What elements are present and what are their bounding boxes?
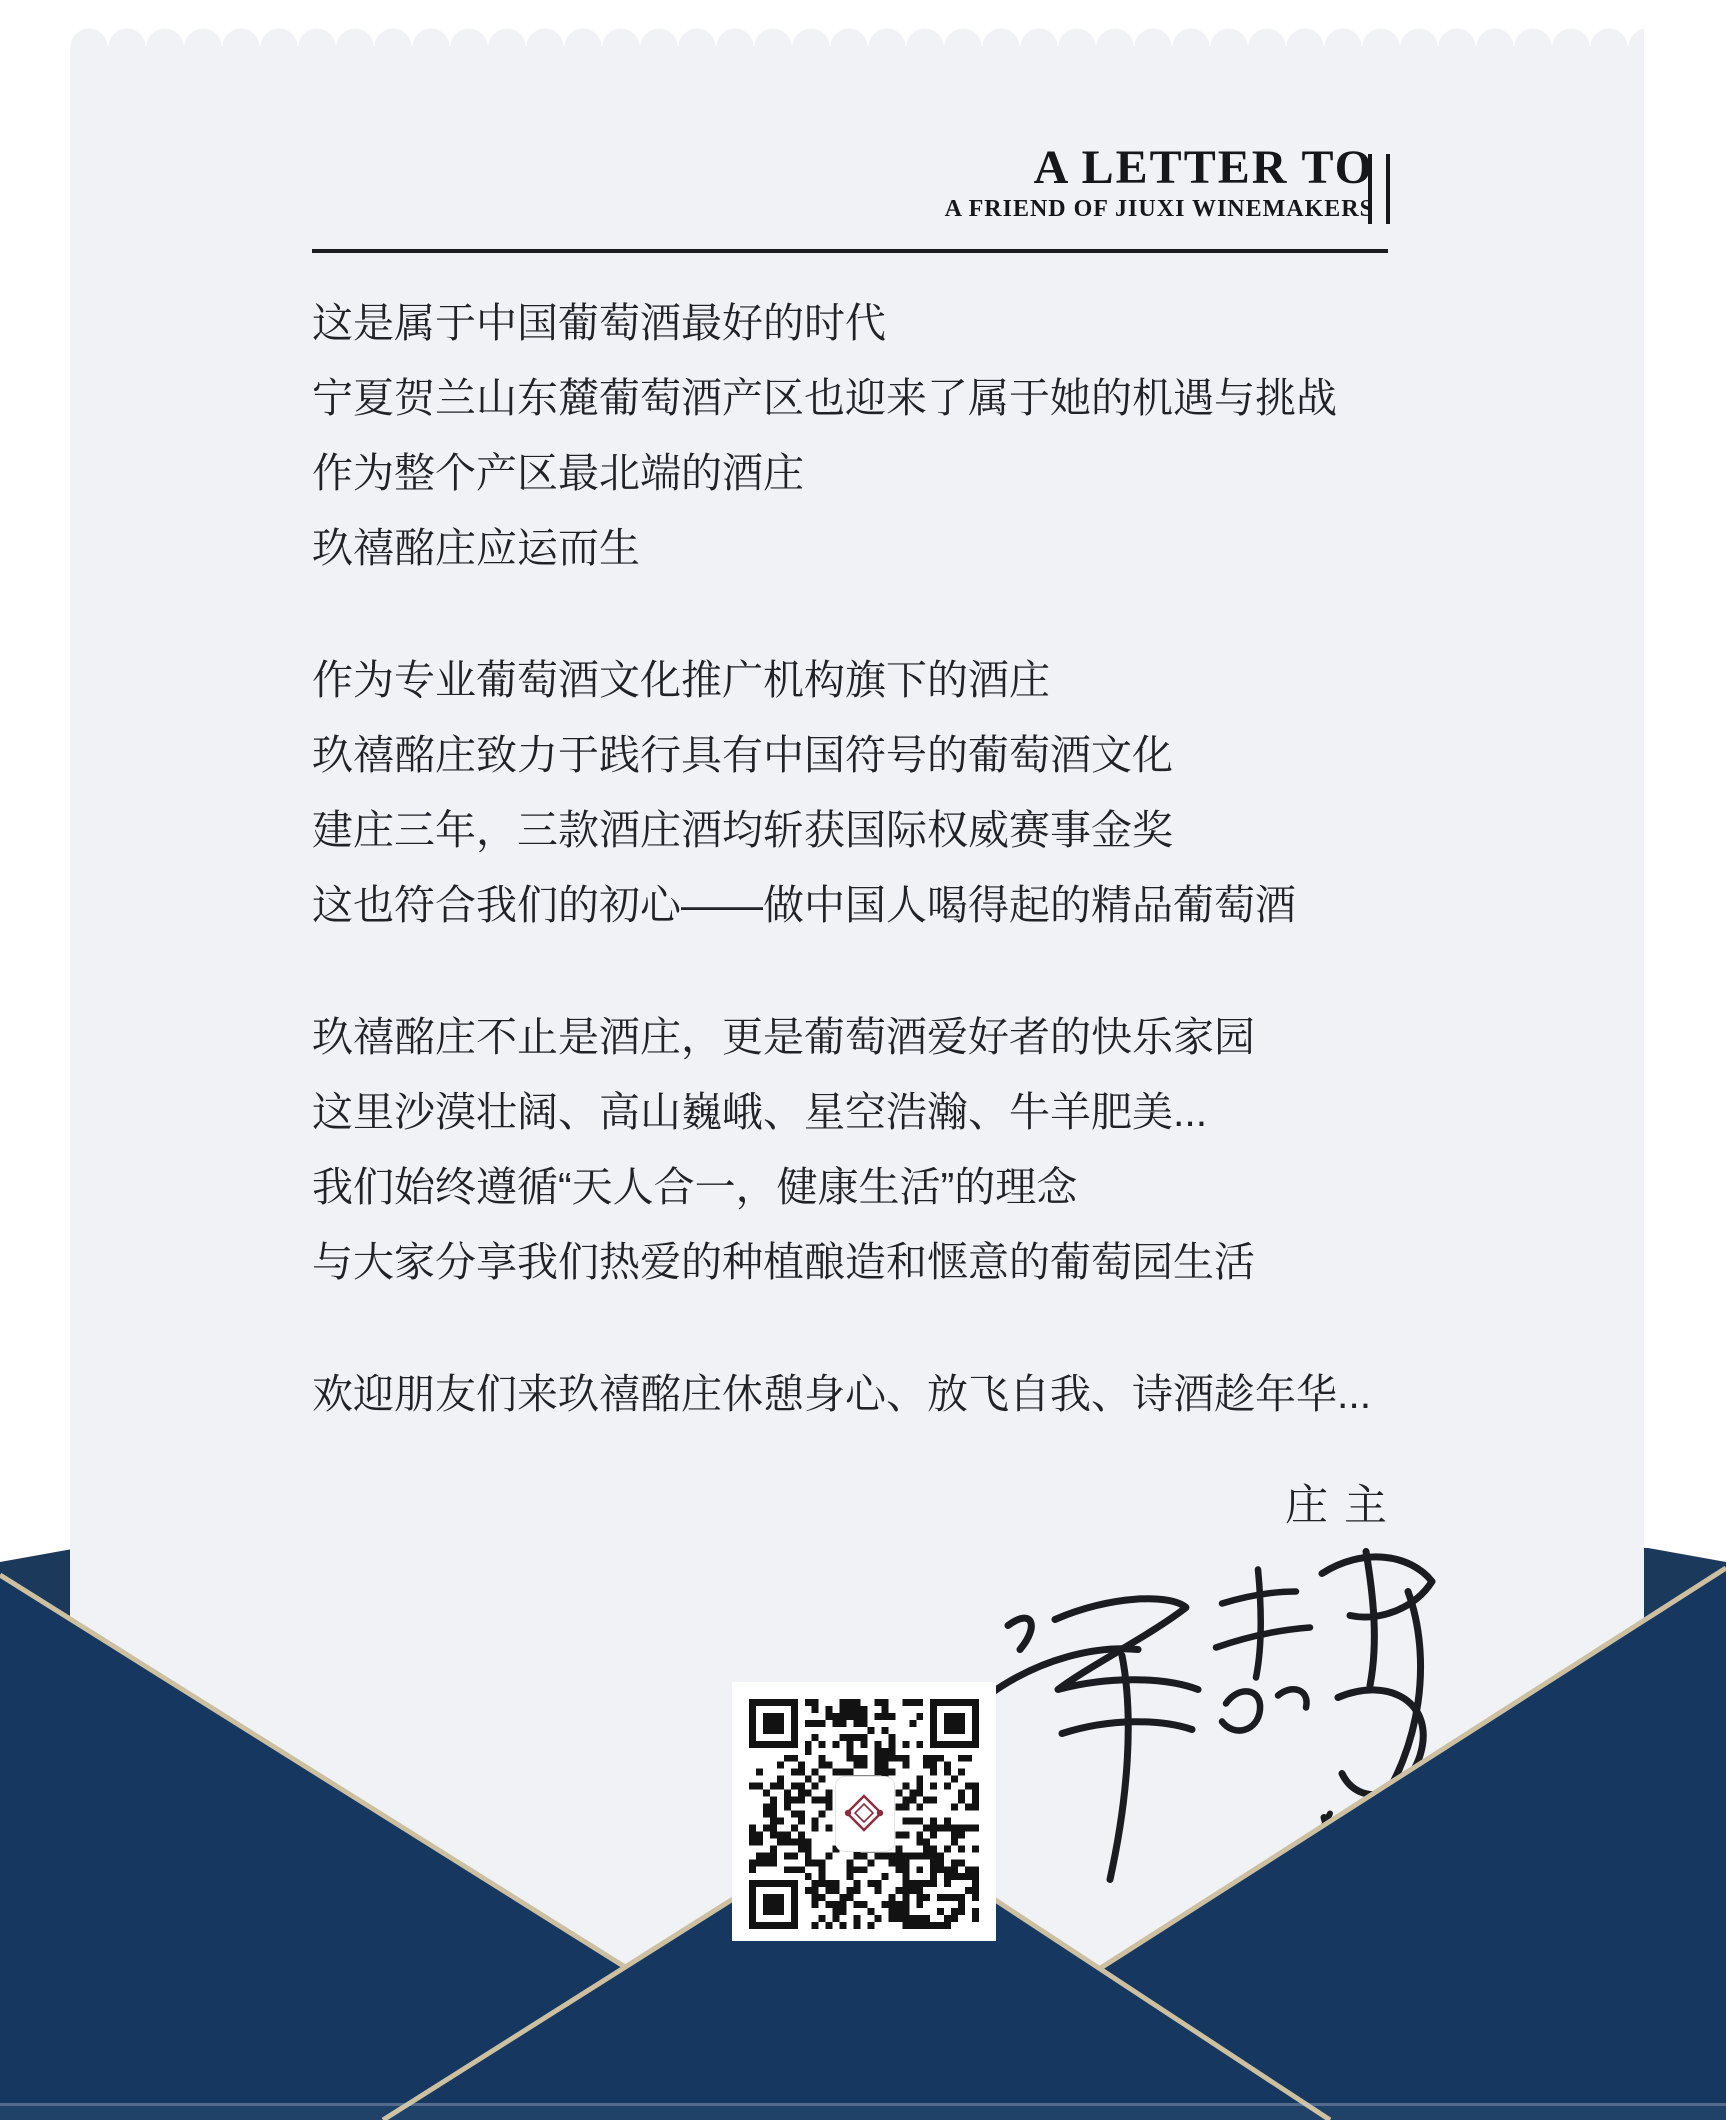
letter-line: 宁夏贺兰山东麓葡萄酒产区也迎来了属于她的机遇与挑战 (312, 375, 1337, 421)
envelope-bottom-strip (0, 2106, 1726, 2120)
letter-line: 玖禧酩庄应运而生 (312, 525, 640, 571)
letter-line: 玖禧酩庄致力于践行具有中国符号的葡萄酒文化 (312, 732, 1173, 778)
letter-line: 作为专业葡萄酒文化推广机构旗下的酒庄 (312, 657, 1050, 703)
letter-line: 这是属于中国葡萄酒最好的时代 (312, 300, 886, 346)
envelope-bottom-edge (0, 2103, 1726, 2106)
qr-card (732, 1682, 996, 1941)
letter-line: 欢迎朋友们来玖禧酩庄休憩身心、放飞自我、诗酒趁年华... (312, 1371, 1372, 1417)
letter-line: 这里沙漠壮阔、高山巍峨、星空浩瀚、牛羊肥美... (312, 1089, 1208, 1135)
letter-line: 这也符合我们的初心——做中国人喝得起的精品葡萄酒 (312, 882, 1296, 928)
letter-line: 与大家分享我们热爱的种植酿造和惬意的葡萄园生活 (312, 1239, 1255, 1285)
letter-line: 玖禧酩庄不止是酒庄，更是葡萄酒爱好者的快乐家园 (312, 1014, 1255, 1060)
winery-diamond-logo (835, 1776, 895, 1852)
closing-label: 庄主 (1285, 1482, 1403, 1530)
letterhead-title: A LETTER TO (1033, 141, 1374, 194)
letter-line: 我们始终遵循“天人合一，健康生活”的理念 (312, 1164, 1078, 1210)
letterhead-subtitle: A FRIEND OF JIUXI WINEMAKERS (944, 196, 1374, 222)
letter-line: 建庄三年，三款酒庄酒均斩获国际权威赛事金奖 (312, 807, 1173, 853)
letter-line: 作为整个产区最北端的酒庄 (312, 450, 804, 496)
